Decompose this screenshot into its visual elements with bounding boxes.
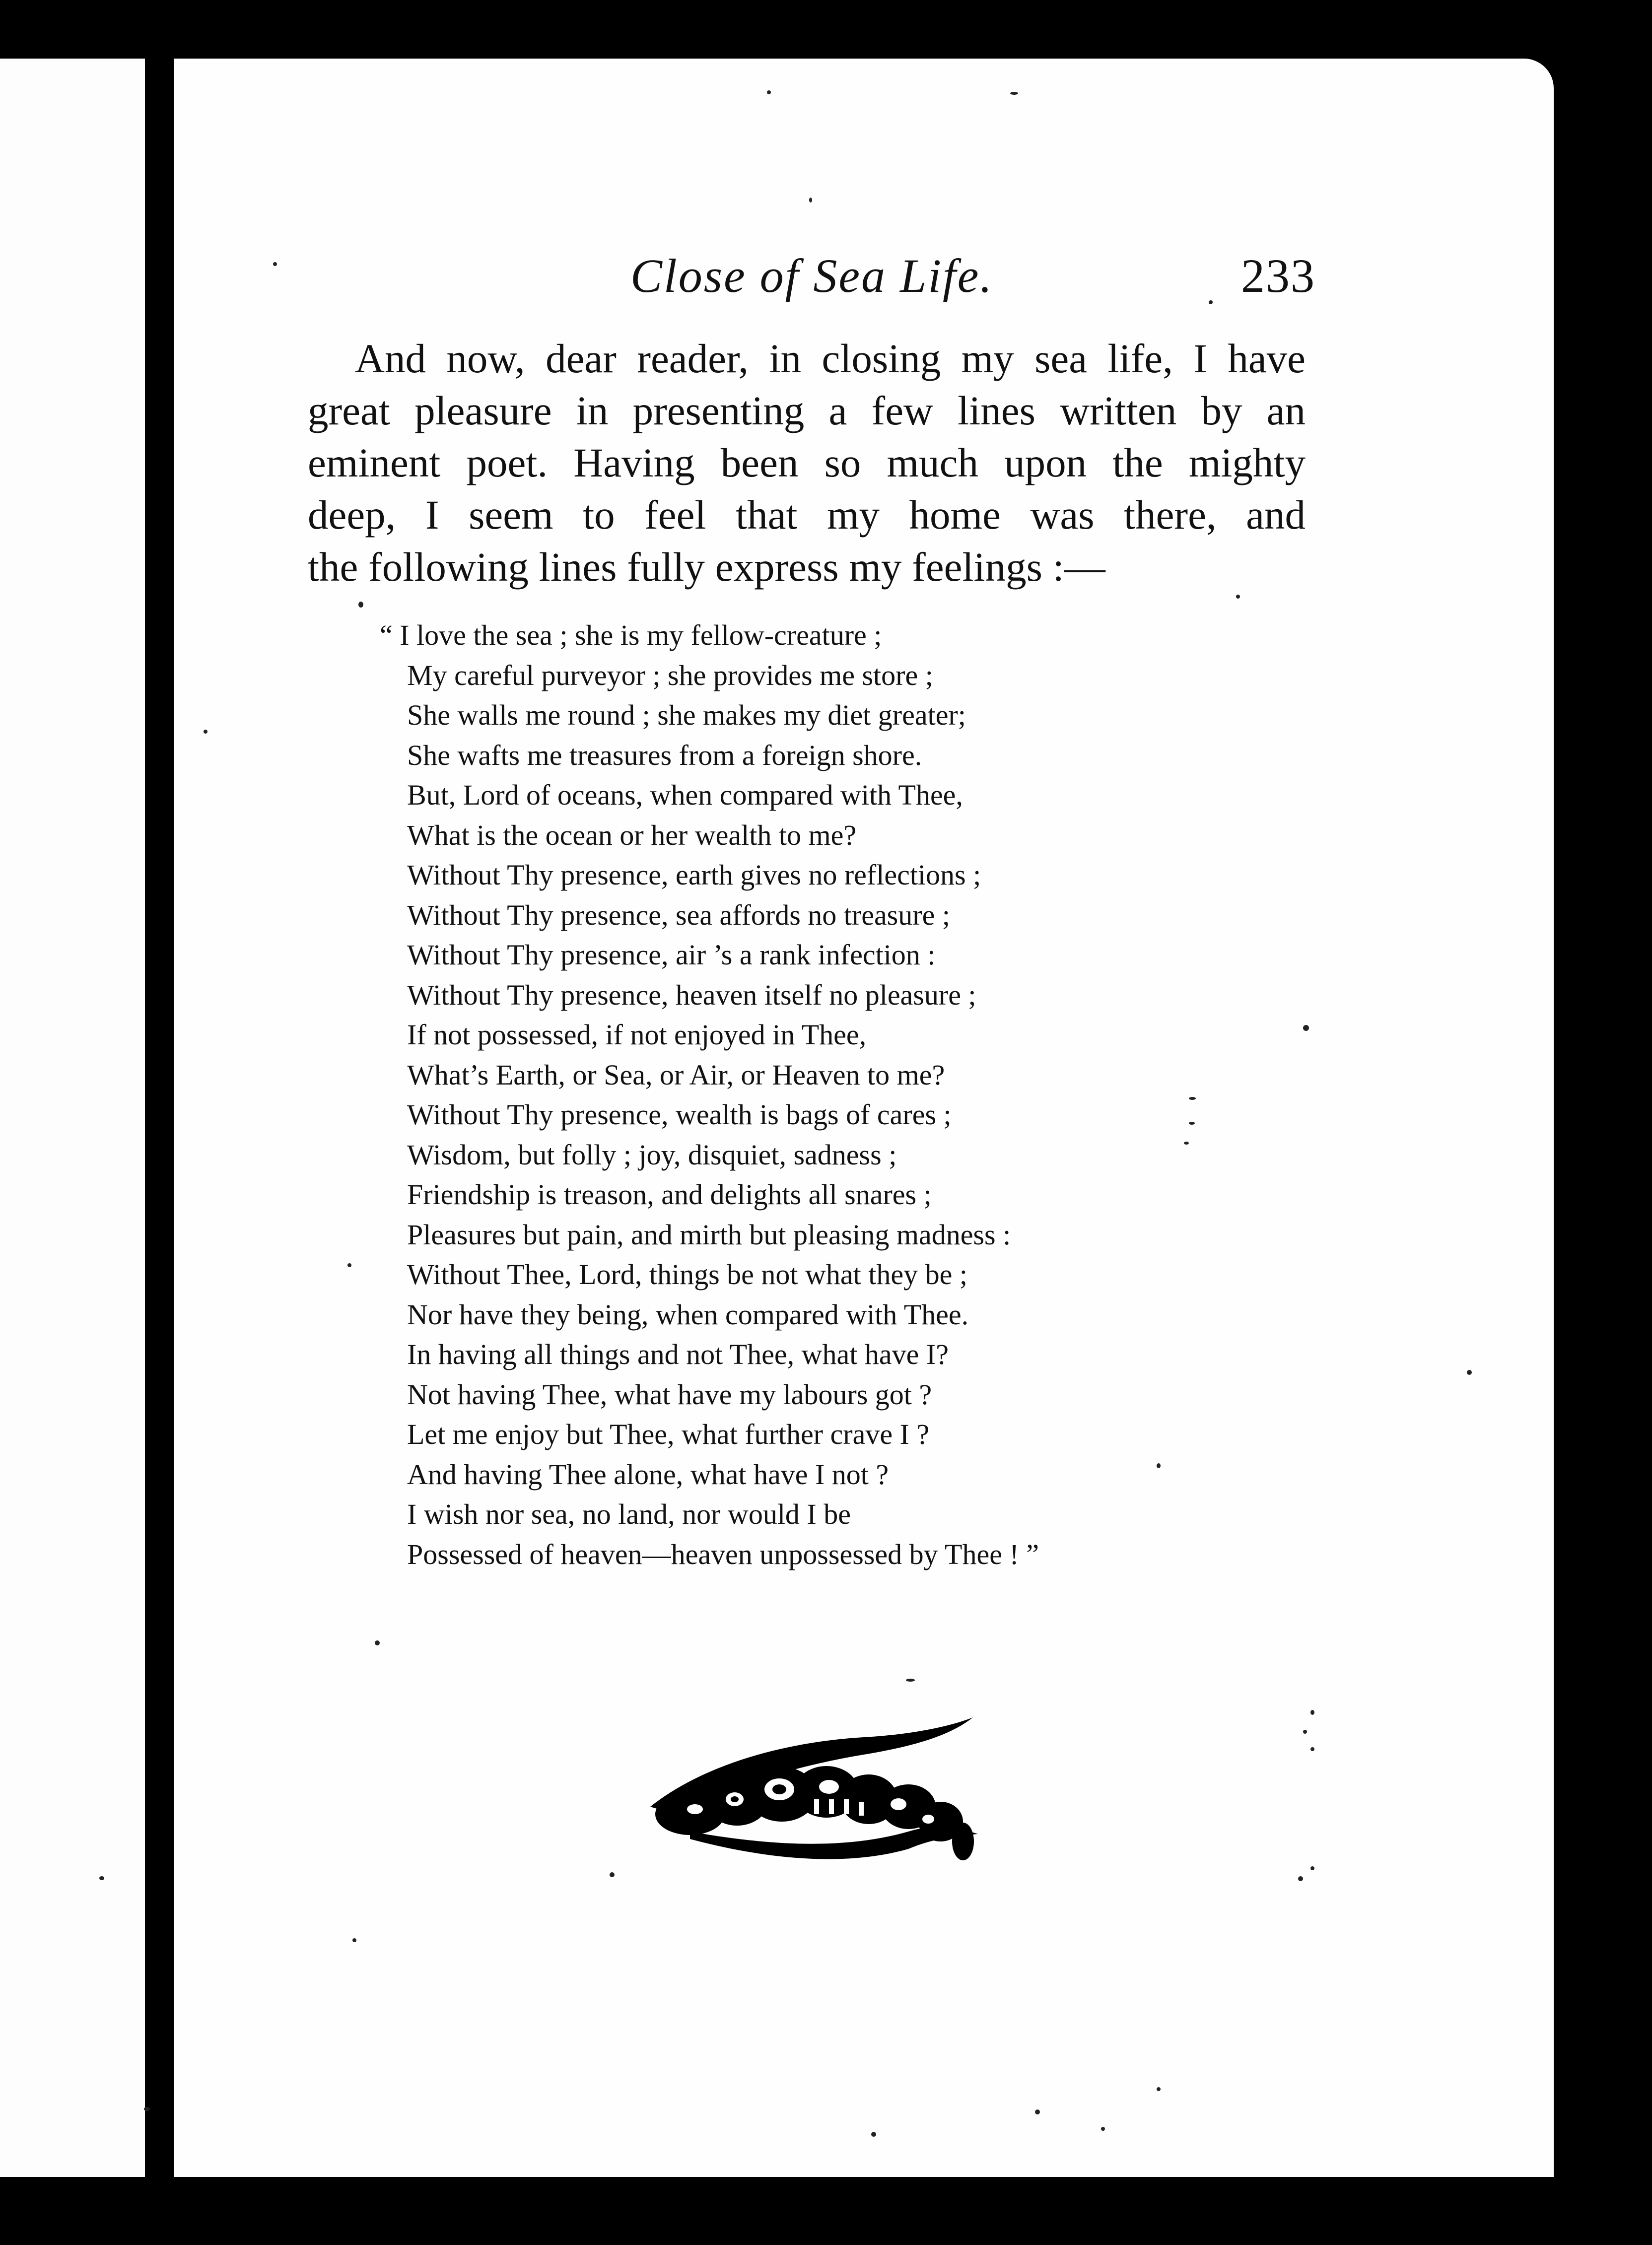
- poem-line: Not having Thee, what have my labours got ?: [407, 1378, 932, 1411]
- poem-line: And having Thee alone, what have I not ?: [407, 1458, 889, 1491]
- scan-speck: [1310, 1710, 1314, 1715]
- poem-line: Without Thy presence, earth gives no reflections ;: [407, 859, 981, 891]
- scan-left-margin: [0, 59, 145, 2177]
- poem-line: What’s Earth, or Sea, or Air, or Heaven to me?: [407, 1058, 945, 1091]
- page-header: [630, 248, 1315, 313]
- scan-speck: [871, 2132, 876, 2137]
- scan-right-margin: [1554, 59, 1652, 2177]
- intro-paragraph: [308, 333, 1306, 593]
- poem-line: In having all things and not Thee, what have I?: [407, 1338, 949, 1370]
- poem-line: Nor have they being, when compared with Thee.: [407, 1298, 969, 1331]
- poem-line: She walls me round ; she makes my diet greater;: [407, 699, 966, 731]
- scan-speck: [1010, 92, 1018, 95]
- scan-speck: [99, 1876, 104, 1880]
- poem-line: Friendship is treason, and delights all snares ;: [407, 1178, 932, 1211]
- scan-speck: [352, 1938, 356, 1942]
- poem-line: Without Thy presence, wealth is bags of cares ;: [407, 1098, 952, 1131]
- scan-speck: [1157, 1463, 1161, 1468]
- scan-speck: [1467, 1370, 1472, 1375]
- scan-speck: [1101, 2127, 1105, 2131]
- poem-line: Pleasures but pain, and mirth but pleasing madness :: [407, 1218, 1011, 1251]
- scan-speck: [1310, 1866, 1314, 1870]
- intro-line: great pleasure in presenting a few lines written by an: [308, 388, 1306, 433]
- poem-line: Wisdom, but folly ; joy, disquiet, sadness ;: [407, 1138, 897, 1171]
- scan-speck: [347, 1263, 351, 1267]
- page-number: 233: [1241, 249, 1315, 302]
- scan-speck: [1035, 2109, 1040, 2114]
- scan-speck: [1303, 1730, 1307, 1734]
- intro-line: And now, dear reader, in closing my sea life, I have: [355, 336, 1306, 381]
- scan-speck: [273, 262, 277, 266]
- floral-tailpiece-icon: [630, 1707, 1008, 1871]
- scan-speck: [767, 90, 771, 94]
- poem-line: Without Thee, Lord, things be not what they be ;: [407, 1258, 967, 1291]
- scan-speck: [1310, 1747, 1314, 1751]
- intro-line: deep, I seem to feel that my home was there, and: [308, 492, 1306, 538]
- scan-speck: [1209, 300, 1213, 304]
- poem-line: Without Thy presence, sea affords no treasure ;: [407, 898, 950, 931]
- scan-speck: [1298, 1876, 1303, 1881]
- running-title: Close of Sea Life.: [630, 249, 994, 302]
- scan-speck: [144, 2107, 150, 2111]
- scan-speck: [375, 1640, 380, 1645]
- intro-line: the following lines fully express my feelings :—: [308, 544, 1105, 590]
- poem-line: I wish nor sea, no land, nor would I be: [407, 1498, 851, 1530]
- scan-speck: [1189, 1097, 1196, 1100]
- poem-line: My careful purveyor ; she provides me store ;: [407, 659, 933, 691]
- poem-line: “ I love the sea ; she is my fellow-creature ;: [380, 619, 882, 651]
- scan-speck: [1189, 1122, 1195, 1125]
- poem-line: Let me enjoy but Thee, what further crave I ?: [407, 1418, 930, 1450]
- scan-speck: [610, 1872, 615, 1877]
- intro-line: eminent poet. Having been so much upon the mighty: [308, 440, 1306, 485]
- scan-speck: [906, 1679, 915, 1682]
- scan-speck: [358, 602, 363, 608]
- scan-speck: [1303, 1025, 1309, 1031]
- scan-speck: [1236, 595, 1240, 599]
- scan-speck: [1184, 1142, 1189, 1145]
- poem-line: Without Thy presence, air ’s a rank infection :: [407, 939, 936, 971]
- poem-block: [380, 615, 1251, 1574]
- scan-binding-shadow: [145, 59, 174, 2177]
- poem-line: She wafts me treasures from a foreign shore.: [407, 739, 922, 771]
- poem-line: What is the ocean or her wealth to me?: [407, 818, 857, 851]
- scan-speck: [204, 730, 207, 734]
- scan-speck: [1157, 2087, 1161, 2091]
- poem-line: But, Lord of oceans, when compared with Thee,: [407, 779, 963, 811]
- poem-line: Without Thy presence, heaven itself no pleasure ;: [407, 978, 976, 1011]
- scan-speck: [809, 198, 812, 203]
- poem-line: Possessed of heaven—heaven unpossessed by Thee ! ”: [407, 1538, 1039, 1570]
- poem-line: If not possessed, if not enjoyed in Thee,: [407, 1019, 867, 1051]
